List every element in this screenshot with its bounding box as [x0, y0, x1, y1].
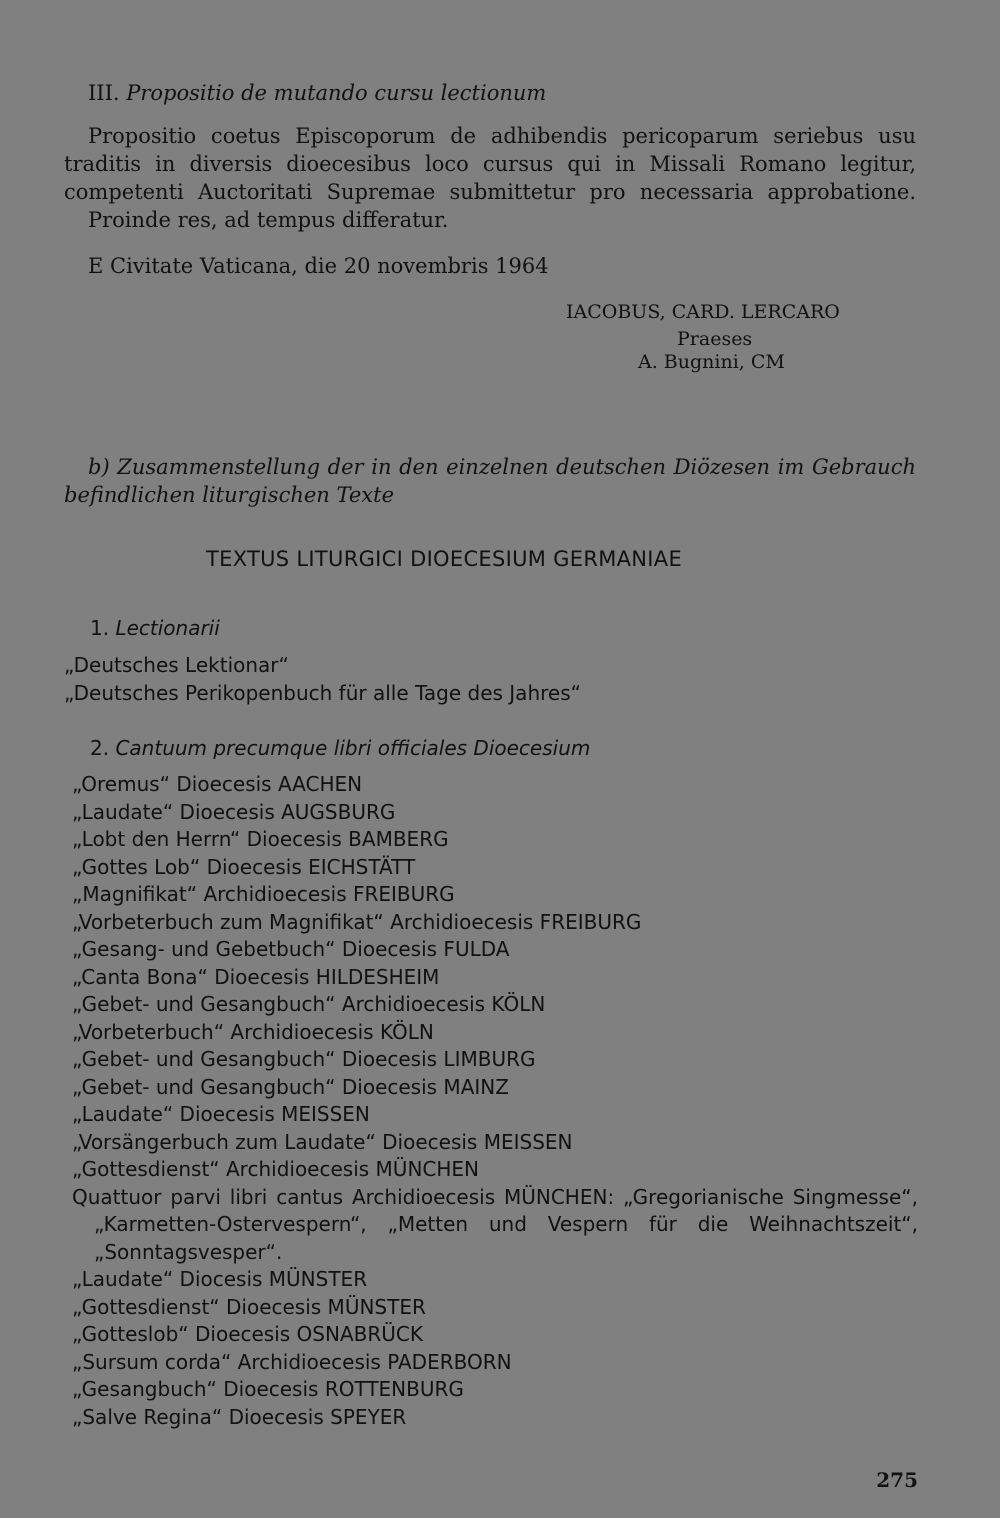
- section-b-heading: [64, 453, 916, 509]
- list-item: „Vorbeterbuch zum Magnifikat“ Archidioecesis FREIBURG: [72, 909, 642, 934]
- signature-secretary: A. Bugnini, CM: [638, 351, 785, 373]
- list-item: „Laudate“ Dioecesis MEISSEN: [72, 1102, 370, 1126]
- page-number: 275: [876, 1468, 918, 1492]
- section-iii-paragraph-2: Proinde res, ad tempus differatur.: [88, 208, 449, 232]
- cantuum-title: Cantuum precumque libri officiales Dioecesium: [115, 736, 591, 760]
- list-item: „Gottesdienst“ Archidioecesis MÜNCHEN: [72, 1157, 480, 1181]
- list-item: Quattuor parvi libri cantus Archidioecesis MÜNCHEN: „Gregorianische Singmesse“, „Karmetten-Ostervespern“, „Metten und Vespern für die Weihnachtszeit“, „Sonntagsvesper“.: [72, 1184, 918, 1264]
- list-item: „Vorbeterbuch“ Archidioecesis KÖLN: [72, 1019, 434, 1044]
- lectionarii-number: 1.: [90, 616, 110, 640]
- section-iii-number: III.: [88, 81, 120, 105]
- cantuum-list: [72, 771, 918, 1431]
- list-item: „Gebet- und Gesangbuch“ Archidioecesis KÖLN: [72, 992, 546, 1016]
- list-item: „Gebet- und Gesangbuch“ Dioecesis LIMBURG: [72, 1047, 536, 1071]
- list-item: „Salve Regina“ Dioecesis SPEYER: [72, 1404, 407, 1429]
- lectionarii-item: „Deutsches Lektionar“: [64, 653, 289, 677]
- section-iii-body: [64, 122, 916, 234]
- list-item: „Vorsängerbuch zum Laudate“ Dioecesis MEISSEN: [72, 1129, 573, 1154]
- signature-role: Praeses: [677, 328, 753, 350]
- list-item: „Laudate“ Dioecesis AUGSBURG: [72, 799, 396, 824]
- list-item: „Lobt den Herrn“ Dioecesis BAMBERG: [72, 827, 449, 851]
- lectionarii-heading: [90, 614, 220, 642]
- section-iii-paragraph: Propositio coetus Episcoporum de adhibendis pericoparum seriebus usu traditis in diversis dioecesibus loco cursus qui in Missali Romano legitur, competenti Auctoritati Supremae submittetur pro necessaria approbatione.: [64, 124, 916, 204]
- list-item: „Sursum corda“ Archidioecesis PADERBORN: [72, 1349, 512, 1374]
- list-item: „Magnifikat“ Archidioecesis FREIBURG: [72, 882, 455, 906]
- lectionarii-title: Lectionarii: [115, 616, 220, 640]
- section-iii-heading: [88, 79, 546, 107]
- list-item: „Gebet- und Gesangbuch“ Dioecesis MAINZ: [72, 1074, 509, 1099]
- section-iii-title: Propositio de mutando cursu lectionum: [126, 81, 547, 105]
- list-item: „Laudate“ Diocesis MÜNSTER: [72, 1267, 368, 1291]
- list-item: „Gesangbuch“ Dioecesis ROTTENBURG: [72, 1377, 464, 1401]
- section-b-title: Zusammenstellung der in den einzelnen deutschen Diözesen im Gebrauch befindlichen liturgischen Texte: [64, 455, 916, 507]
- list-item: „Canta Bona“ Dioecesis HILDESHEIM: [72, 964, 440, 989]
- lectionarii-item: „Deutsches Perikopenbuch für alle Tage des Jahres“: [64, 681, 581, 705]
- list-item: „Gottes Lob“ Dioecesis EICHSTÄTT: [72, 854, 416, 879]
- list-item: „Oremus“ Dioecesis AACHEN: [72, 772, 363, 796]
- cantuum-heading: [90, 734, 590, 762]
- main-heading: TEXTUS LITURGICI DIOECESIUM GERMANIAE: [206, 547, 683, 571]
- list-item: „Gottesdienst“ Dioecesis MÜNSTER: [72, 1294, 426, 1319]
- cantuum-number: 2.: [90, 736, 110, 760]
- list-item: „Gotteslob“ Dioecesis OSNABRÜCK: [72, 1322, 423, 1346]
- dateline: E Civitate Vaticana, die 20 novembris 1964: [88, 254, 549, 278]
- signature-name: IACOBUS, CARD. LERCARO: [566, 301, 840, 323]
- section-b-marker: b): [88, 455, 110, 479]
- list-item: „Gesang- und Gebetbuch“ Dioecesis FULDA: [72, 937, 510, 961]
